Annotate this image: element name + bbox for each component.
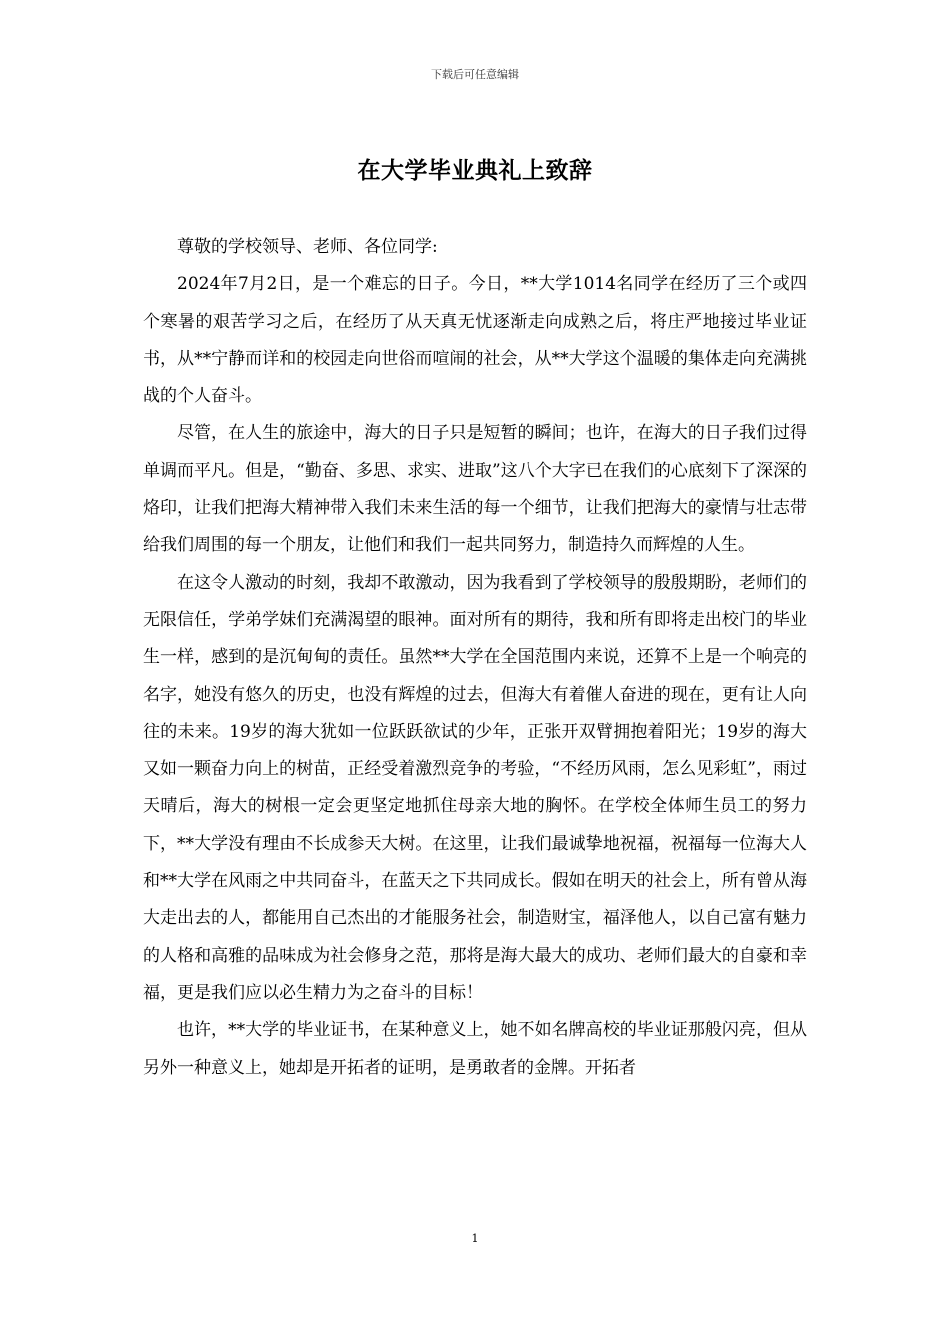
document-body <box>143 229 807 1087</box>
body-paragraph: 在这令人激动的时刻，我却不敢激动，因为我看到了学校领导的殷殷期盼，老师们的无限信任，学弟学妹们充满渴望的眼神。面对所有的期待，我和所有即将走出校门的毕业生一样，感到的是沉甸甸的责任。虽然**大学在全国范围内来说，还算不上是一个响亮的名字，她没有悠久的历史，也没有辉煌的过去，但海大有着催人奋进的现在，更有让人向往的未来。19岁的海大犹如一位跃跃欲试的少年，正张开双臂拥抱着阳光；19岁的海大又如一颗奋力向上的树苗，正经受着激烈竞争的考验，“不经历风雨，怎么见彩虹”，雨过天晴后，海大的树根一定会更坚定地抓住母亲大地的胸怀。在学校全体师生员工的努力下，**大学没有理由不长成参天大树。在这里，让我们最诚挚地祝福，祝福每一位海大人和**大学在风雨之中共同奋斗，在蓝天之下共同成长。假如在明天的社会上，所有曾从海大走出去的人，都能用自己杰出的才能服务社会，制造财宝，福泽他人，以自己富有魅力的人格和高雅的品味成为社会修身之范，那将是海大最大的成功、老师们最大的自豪和幸福，更是我们应以必生精力为之奋斗的目标！ <box>143 572 807 1003</box>
header-note: 下载后可任意编辑 <box>431 68 519 81</box>
body-paragraph: 尽管，在人生的旅途中，海大的日子只是短暂的瞬间；也许，在海大的日子我们过得单调而平凡。但是，“勤奋、多思、求实、进取”这八个大字已在我们的心底刻下了深深的烙印，让我们把海大精神带入我们未来生活的每一个细节，让我们把海大的豪情与壮志带给我们周围的每一个朋友，让他们和我们一起共同努力，制造持久而辉煌的人生。 <box>143 423 807 556</box>
salutation-paragraph: 尊敬的学校领导、老师、各位同学: <box>177 237 438 257</box>
body-paragraph: 也许，**大学的毕业证书，在某种意义上，她不如名牌高校的毕业证那般闪亮，但从另外一种意义上，她却是开拓者的证明，是勇敢者的金牌。开拓者 <box>143 1020 807 1078</box>
body-paragraph: 2024年7月2日，是一个难忘的日子。今日，**大学1014名同学在经历了三个或四个寒暑的艰苦学习之后，在经历了从天真无忧逐渐走向成熟之后，将庄严地接过毕业证书，从**宁静而详和的校园走向世俗而喧闹的社会，从**大学这个温暖的集体走向充满挑战的个人奋斗。 <box>143 274 807 407</box>
document-title: 在大学毕业典礼上致辞 <box>357 157 593 184</box>
page-number: 1 <box>471 1232 479 1245</box>
